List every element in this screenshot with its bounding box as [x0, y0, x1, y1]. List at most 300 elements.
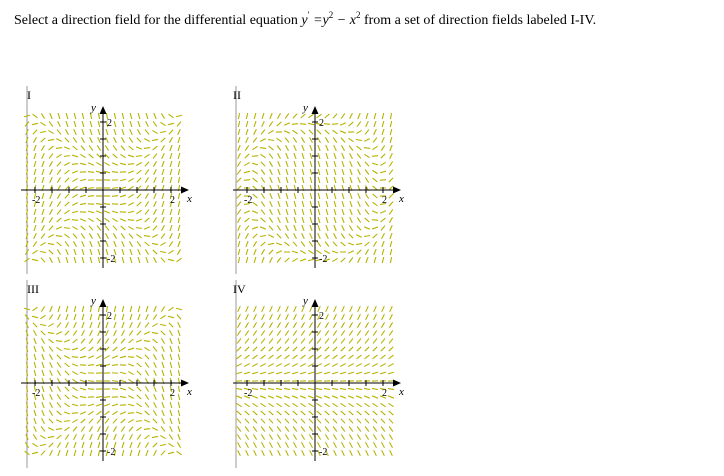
field-segment: [178, 217, 179, 223]
field-segment: [130, 121, 132, 127]
field-segment: [42, 346, 45, 352]
field-segment: [373, 178, 378, 182]
field-segment: [162, 362, 164, 368]
field-segment: [260, 235, 266, 236]
field-segment: [246, 450, 249, 456]
field-segment: [74, 249, 76, 255]
tick-label-pos-y: 2: [319, 118, 324, 129]
field-segment: [42, 209, 44, 215]
field-segment: [342, 153, 344, 159]
field-segment: [176, 308, 182, 310]
field-segment: [145, 218, 150, 222]
field-segment: [178, 370, 179, 376]
field-segment: [138, 249, 141, 255]
field-segment: [237, 434, 240, 439]
field-segment: [325, 355, 330, 359]
field-segment: [389, 170, 393, 175]
field-segment: [300, 388, 306, 389]
field-segment: [342, 177, 344, 183]
field-segment: [57, 162, 61, 167]
field-segment: [357, 161, 360, 166]
field-segment: [154, 177, 157, 183]
field-segment: [57, 242, 62, 246]
field-segment: [333, 322, 336, 327]
field-segment: [72, 178, 77, 181]
field-segment: [32, 250, 37, 253]
tick-label-neg-y: -2: [107, 447, 116, 458]
field-segment: [238, 241, 240, 247]
field-segment: [162, 153, 165, 159]
field-segment: [294, 450, 297, 456]
field-segment: [310, 225, 312, 231]
field-segment: [145, 130, 149, 135]
field-segment: [349, 322, 352, 327]
field-segment: [293, 322, 296, 327]
field-segment: [66, 442, 69, 448]
field-segment: [97, 419, 101, 424]
field-segment: [261, 355, 266, 359]
field-segment: [252, 163, 258, 165]
field-segment: [357, 419, 361, 424]
field-segment: [145, 394, 148, 399]
field-segment: [170, 338, 172, 344]
field-segment: [146, 113, 148, 119]
y-axis-label: y: [303, 102, 308, 114]
field-segment: [42, 169, 44, 175]
field-segment: [350, 201, 352, 207]
tick-label-neg-x: -2: [244, 195, 253, 206]
field-segment: [390, 129, 392, 135]
field-segment: [253, 234, 258, 238]
field-segment: [153, 161, 156, 166]
field-segment: [334, 442, 337, 447]
field-segment: [326, 217, 328, 223]
field-segment: [373, 419, 377, 424]
field-segment: [342, 169, 344, 175]
field-segment: [364, 154, 369, 157]
field-segment: [389, 161, 392, 166]
field-segment: [254, 257, 256, 263]
field-segment: [58, 121, 61, 127]
field-segment: [357, 427, 361, 432]
field-segment: [364, 139, 370, 142]
x-axis-label: x: [399, 386, 404, 398]
field-segment: [121, 233, 124, 238]
field-segment: [82, 241, 85, 247]
field-segment: [372, 170, 377, 173]
field-segment: [129, 339, 134, 343]
field-segment: [316, 396, 322, 398]
y-axis-label: y: [91, 102, 96, 114]
field-segment: [341, 339, 345, 344]
field-segment: [32, 452, 38, 453]
field-segment: [270, 201, 273, 207]
field-segment: [177, 258, 182, 262]
field-segment: [80, 179, 86, 181]
panel-label: I: [27, 88, 31, 102]
field-segment: [144, 429, 150, 430]
panel-label: IV: [233, 282, 246, 296]
field-segment: [350, 217, 353, 223]
field-segment: [285, 145, 288, 150]
field-segment: [26, 410, 27, 416]
field-segment: [349, 225, 352, 230]
field-segment: [88, 188, 94, 189]
field-segment: [301, 434, 304, 439]
field-segment: [308, 123, 314, 124]
field-segment: [178, 241, 180, 247]
field-segment: [381, 355, 386, 359]
field-segment: [128, 203, 134, 206]
field-segment: [357, 434, 360, 439]
field-segment: [238, 113, 239, 119]
tick-label-neg-x: -2: [244, 388, 253, 399]
field-segment: [64, 210, 69, 214]
field-segment: [326, 201, 328, 207]
field-segment: [244, 180, 250, 181]
field-segment: [390, 306, 393, 312]
field-segment: [309, 330, 312, 335]
field-segment: [34, 402, 36, 408]
field-segment: [105, 411, 110, 415]
field-segment: [341, 355, 346, 359]
field-segment: [114, 306, 115, 312]
field-segment: [34, 225, 36, 231]
field-segment: [89, 226, 93, 231]
field-segment: [380, 180, 386, 181]
field-segment: [41, 138, 46, 142]
field-segment: [114, 322, 116, 328]
field-segment: [137, 395, 142, 399]
field-segment: [57, 177, 60, 182]
field-segment: [112, 211, 118, 213]
x-axis-label: x: [187, 193, 192, 205]
field-segment: [366, 442, 369, 447]
field-segment: [365, 218, 370, 222]
field-segment: [254, 249, 256, 255]
field-segment: [57, 249, 60, 254]
field-segment: [278, 450, 281, 456]
field-segment: [105, 338, 108, 343]
field-segment: [49, 217, 52, 222]
field-segment: [48, 139, 54, 140]
field-segment: [26, 153, 28, 159]
field-segment: [90, 257, 91, 263]
field-segment: [308, 372, 314, 374]
field-segment: [34, 233, 37, 239]
field-segment: [254, 306, 257, 312]
field-segment: [72, 226, 77, 229]
field-segment: [153, 347, 157, 352]
field-segment: [269, 434, 272, 439]
field-segment: [342, 306, 345, 312]
field-segment: [310, 177, 312, 183]
field-segment: [382, 113, 383, 119]
field-segment: [120, 203, 126, 204]
field-segment: [40, 435, 45, 438]
field-segment: [129, 146, 134, 150]
field-segment: [72, 364, 78, 366]
field-segment: [74, 442, 76, 448]
field-segment: [358, 450, 361, 456]
field-segment: [129, 234, 133, 239]
field-segment: [374, 314, 377, 320]
field-segment: [160, 242, 165, 245]
field-segment: [161, 451, 165, 456]
field-segment: [341, 322, 344, 327]
field-segment: [276, 138, 281, 142]
field-segment: [389, 419, 393, 424]
field-segment: [137, 371, 141, 375]
field-segment: [277, 427, 281, 432]
field-segment: [245, 322, 248, 327]
field-segment: [113, 338, 117, 343]
field-segment: [48, 436, 54, 437]
field-segment: [302, 145, 304, 151]
field-segment: [82, 442, 84, 448]
field-segment: [244, 162, 249, 165]
field-segment: [58, 257, 60, 263]
field-segment: [74, 113, 75, 119]
field-segment: [72, 413, 78, 414]
field-segment: [374, 121, 376, 127]
field-segment: [270, 257, 273, 263]
field-segment: [82, 450, 84, 456]
field-segment: [138, 442, 141, 448]
field-segment: [80, 396, 86, 397]
field-segment: [98, 257, 99, 263]
field-segment: [389, 194, 393, 198]
field-segment: [269, 250, 273, 254]
field-segment: [128, 364, 134, 366]
field-segment: [269, 217, 272, 222]
field-segment: [302, 193, 304, 199]
field-segment: [121, 426, 124, 431]
field-segment: [325, 114, 330, 118]
field-segment: [178, 434, 180, 440]
field-segment: [82, 306, 83, 312]
field-segment: [260, 364, 265, 367]
field-segment: [269, 355, 274, 359]
field-segment: [318, 137, 321, 142]
field-segment: [269, 146, 274, 150]
field-segment: [237, 427, 241, 432]
field-segment: [80, 219, 86, 221]
field-segment: [301, 339, 305, 344]
field-segment: [301, 130, 305, 134]
field-segment: [270, 209, 273, 215]
field-segment: [324, 388, 330, 389]
field-segment: [366, 257, 368, 263]
field-segment: [300, 372, 306, 374]
field-segment: [136, 412, 142, 414]
field-segment: [293, 427, 297, 432]
field-segment: [334, 217, 336, 223]
field-segment: [373, 427, 377, 432]
field-segment: [286, 177, 288, 183]
field-segment: [137, 178, 141, 182]
field-segment: [285, 233, 288, 238]
field-segment: [373, 355, 378, 359]
field-segment: [112, 188, 118, 189]
field-segment: [325, 419, 329, 424]
field-segment: [388, 396, 394, 398]
field-segment: [170, 370, 172, 376]
field-segment: [246, 121, 248, 127]
field-segment: [310, 169, 312, 175]
tick-label-pos-y: 2: [319, 311, 324, 322]
field-segment: [293, 355, 298, 359]
field-segment: [358, 209, 361, 215]
field-segment: [72, 348, 78, 350]
field-segment: [89, 419, 93, 424]
field-segment: [236, 396, 242, 398]
field-segment: [65, 322, 68, 327]
field-segment: [364, 403, 369, 406]
field-segment: [269, 411, 274, 415]
field-segment: [178, 225, 180, 231]
field-segment: [294, 217, 296, 223]
field-segment: [350, 193, 352, 199]
field-segment: [341, 145, 344, 150]
field-segment: [112, 389, 118, 390]
field-segment: [238, 314, 241, 320]
field-segment: [318, 177, 320, 183]
field-segment: [137, 363, 142, 367]
field-segment: [374, 442, 377, 447]
field-segment: [128, 404, 134, 406]
field-segment: [381, 218, 386, 222]
field-segment: [365, 162, 369, 167]
field-segment: [89, 145, 93, 150]
field-segment: [168, 443, 173, 446]
field-segment: [145, 177, 148, 182]
tick-label-pos-y: 2: [107, 118, 112, 129]
field-segment: [34, 362, 36, 368]
field-segment: [146, 121, 149, 127]
field-segment: [178, 153, 180, 159]
field-segment: [302, 169, 304, 175]
field-segment: [80, 187, 86, 189]
field-segment: [366, 121, 369, 127]
field-segment: [64, 403, 69, 407]
field-segment: [261, 322, 264, 327]
field-segment: [277, 258, 281, 263]
x-axis-label: x: [187, 386, 192, 398]
field-segment: [106, 137, 109, 143]
field-segment: [310, 314, 313, 320]
field-segment: [333, 411, 338, 415]
field-segment: [390, 249, 391, 255]
field-segment: [136, 219, 142, 221]
field-segment: [388, 403, 393, 406]
field-segment: [168, 452, 174, 453]
field-segment: [244, 364, 249, 367]
field-segment: [261, 249, 264, 254]
field-segment: [64, 340, 70, 342]
field-segment: [130, 129, 133, 135]
field-segment: [154, 402, 157, 408]
field-segment: [389, 209, 393, 214]
field-segment: [237, 209, 241, 214]
tick-label-pos-x: 2: [170, 195, 175, 206]
field-segment: [357, 355, 362, 359]
field-segment: [34, 161, 36, 167]
field-segment: [136, 356, 141, 359]
field-segment: [64, 219, 70, 221]
field-segment: [65, 178, 69, 182]
field-segment: [252, 227, 258, 229]
field-segment: [74, 314, 76, 320]
field-segment: [325, 137, 328, 142]
field-segment: [374, 257, 376, 263]
field-segment: [277, 355, 282, 359]
field-segment: [326, 233, 329, 239]
field-segment: [301, 427, 305, 432]
field-segment: [144, 420, 150, 422]
field-segment: [73, 427, 77, 432]
field-segment: [284, 403, 289, 406]
field-segment: [294, 442, 297, 447]
field-segment: [130, 241, 133, 246]
field-segment: [145, 193, 148, 198]
field-segment: [42, 161, 44, 167]
field-segment: [50, 177, 53, 183]
field-segment: [34, 169, 36, 175]
field-segment: [309, 411, 314, 415]
field-segment: [42, 201, 44, 207]
field-segment: [253, 241, 256, 246]
field-segment: [64, 356, 69, 359]
field-segment: [342, 225, 345, 231]
field-segment: [178, 410, 179, 416]
field-segment: [41, 145, 44, 150]
field-segment: [114, 121, 116, 127]
field-segment: [310, 306, 313, 312]
field-segment: [381, 427, 385, 432]
field-segment: [120, 163, 126, 164]
field-segment: [74, 450, 76, 456]
field-segment: [40, 242, 45, 245]
field-segment: [136, 340, 142, 342]
field-segment: [276, 364, 281, 367]
field-segment: [65, 138, 69, 142]
field-segment: [358, 169, 361, 175]
field-segment: [372, 388, 378, 389]
eq-prime: ′: [307, 10, 310, 20]
field-segment: [277, 122, 282, 126]
field-segment: [294, 153, 296, 159]
field-segment: [364, 227, 370, 229]
field-segment: [34, 410, 36, 416]
field-segment: [390, 241, 392, 247]
field-segment: [285, 419, 289, 424]
field-segment: [128, 371, 133, 374]
field-segment: [74, 241, 77, 246]
field-segment: [237, 347, 241, 351]
field-segment: [293, 434, 296, 439]
field-segment: [278, 153, 281, 158]
field-segment: [49, 154, 53, 159]
field-segment: [136, 147, 142, 149]
field-segment: [294, 306, 297, 312]
field-segment: [332, 124, 338, 125]
field-segment: [245, 145, 248, 150]
field-segment: [349, 347, 353, 351]
field-segment: [302, 177, 304, 183]
field-segment: [42, 153, 45, 159]
field-segment: [341, 258, 346, 262]
